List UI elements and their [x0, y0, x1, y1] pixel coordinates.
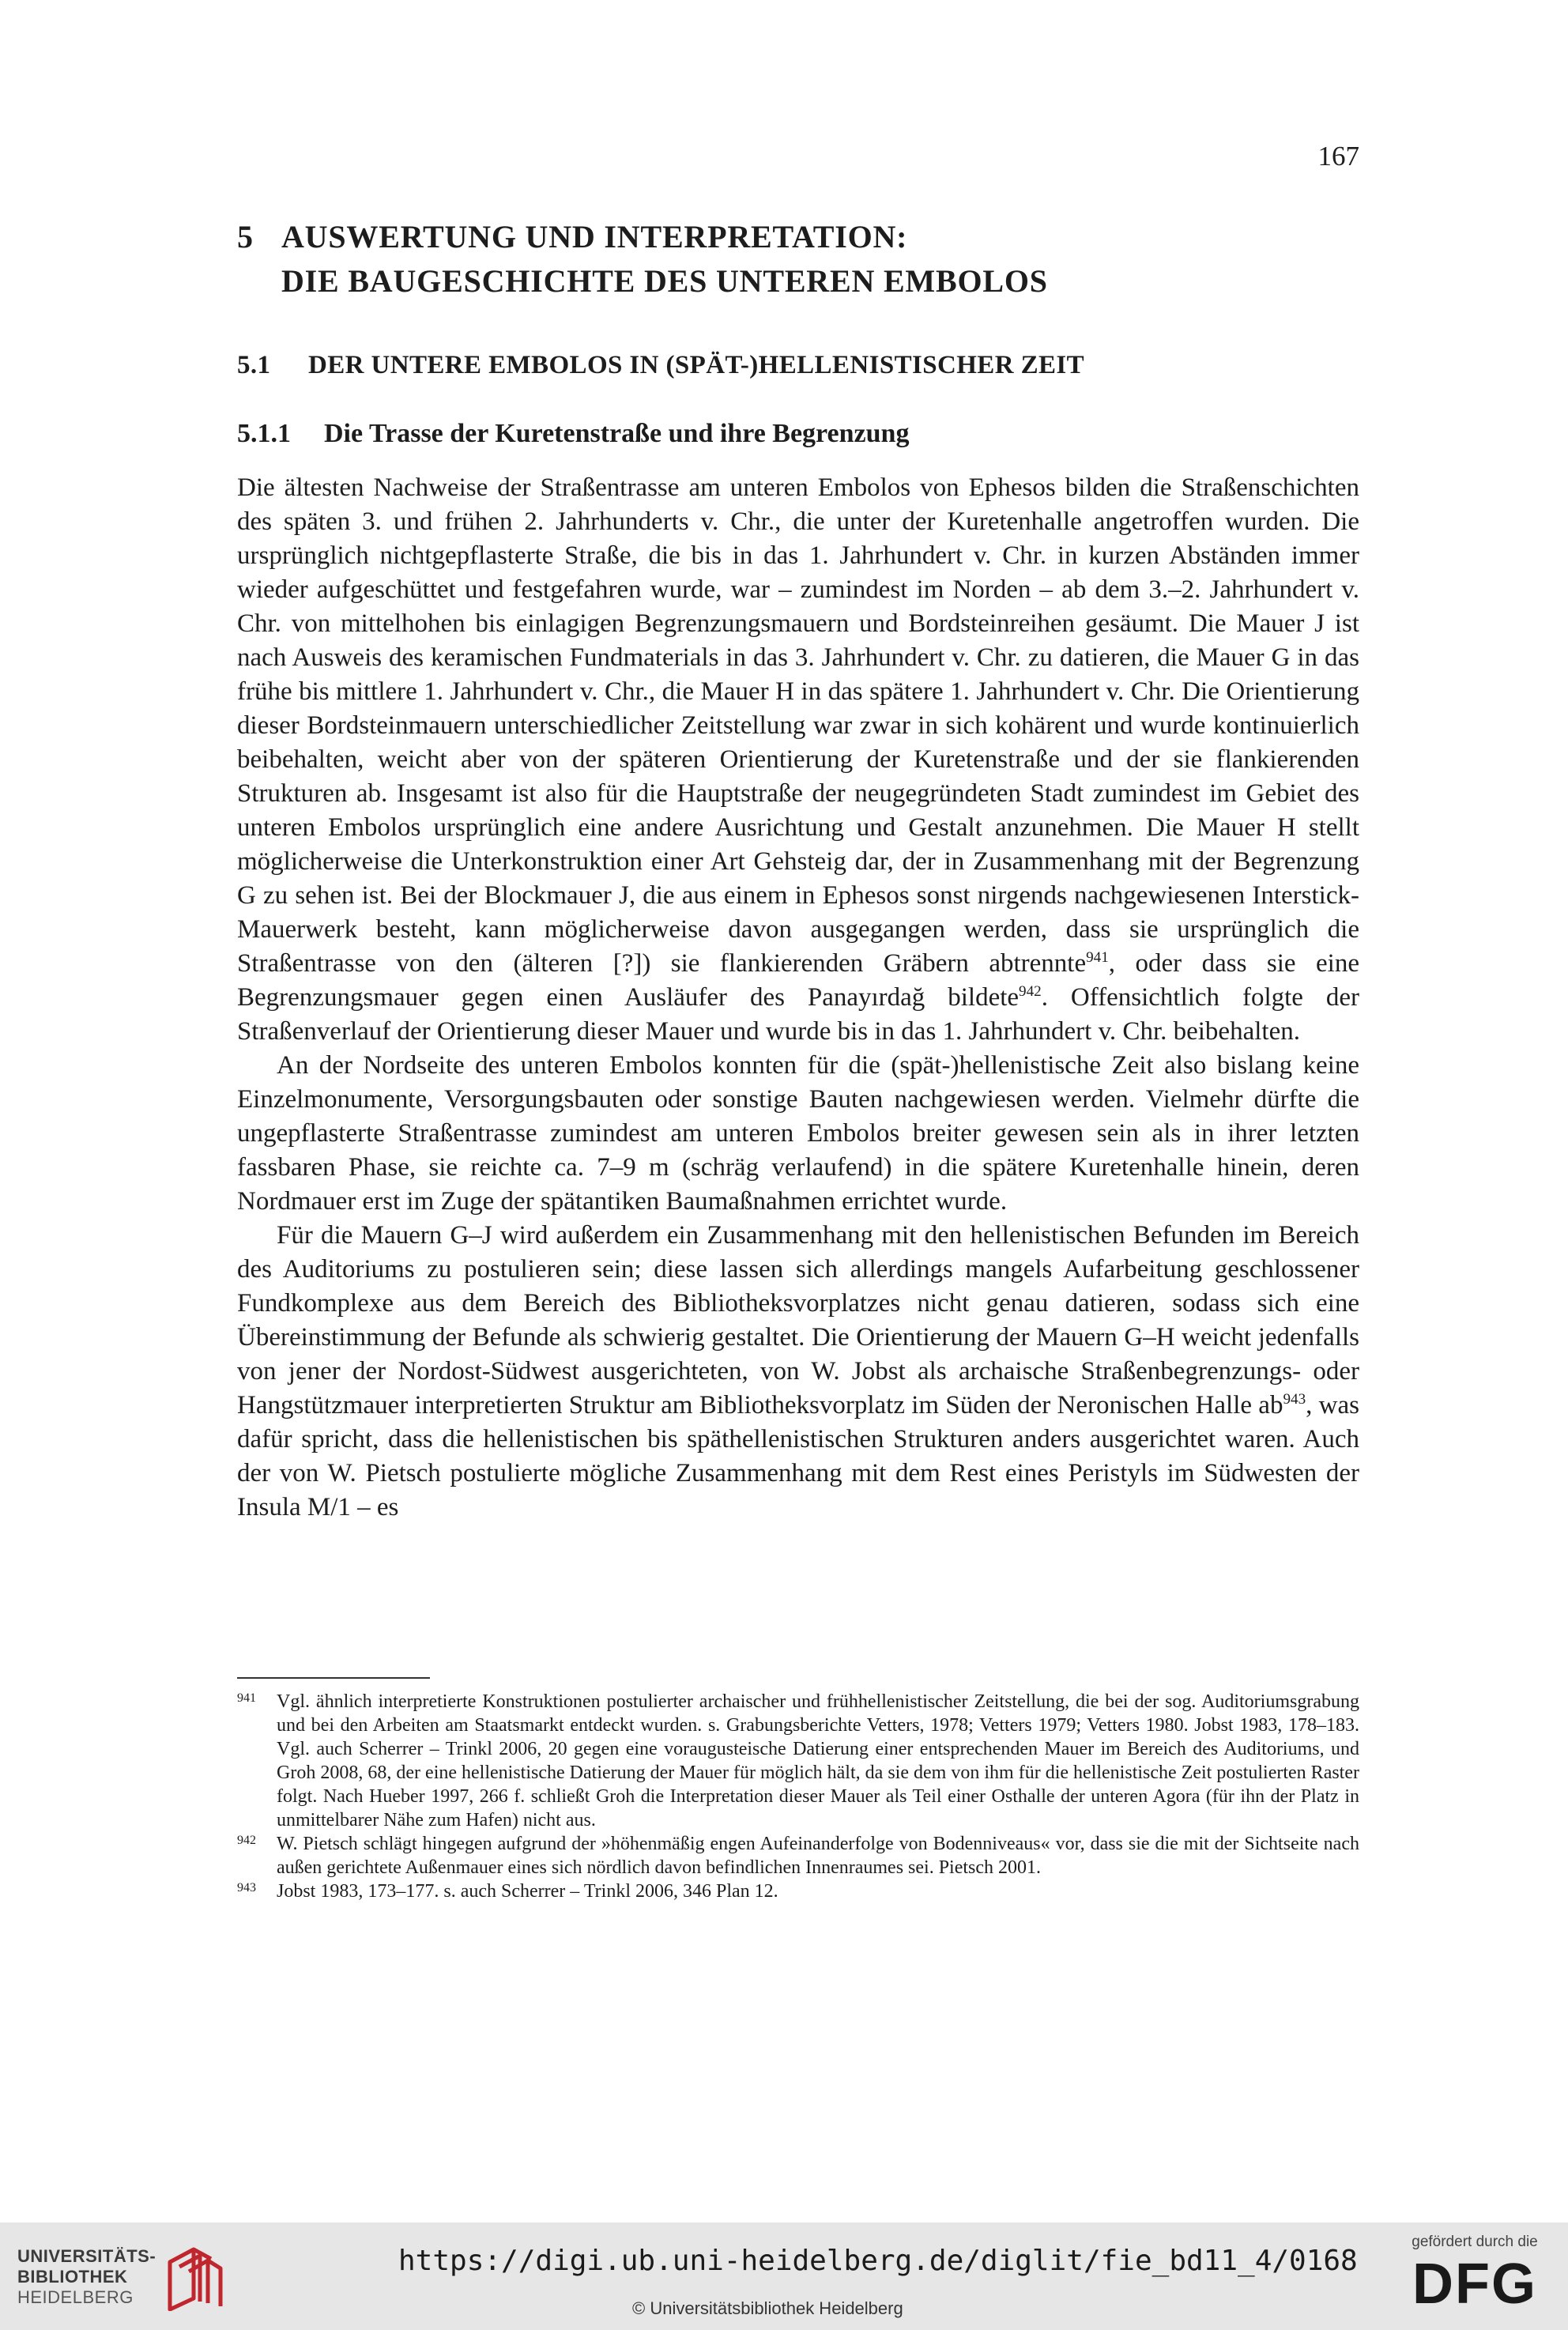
chapter-title-line2: DIE BAUGESCHICHTE DES UNTEREN EMBOLOS: [281, 263, 1048, 299]
page-number: 167: [1317, 141, 1359, 172]
subsection-number: 5.1.1: [237, 419, 291, 448]
book-stack-icon: [162, 2243, 227, 2311]
section-heading: [237, 351, 1359, 380]
footnote-number: 943: [237, 1881, 256, 1895]
section-title: DER UNTERE EMBOLOS IN (SPÄT-)HELLENISTISCHER ZEIT: [308, 351, 1085, 379]
ub-heidelberg-logo[interactable]: [17, 2243, 227, 2311]
subsection-title: Die Trasse der Kuretenstraße und ihre Begrenzung: [324, 419, 910, 448]
paragraph-2: An der Nordseite des unteren Embolos konnten für die (spät-)hellenistische Zeit also bislang keine Einzelmonumente, Versorgungsbauten oder sonstige Bauten nachgewiesen werden. Vielmehr dürfte die ungepflasterte Straßentrasse zumindest am unteren Embolos breiter gewesen sein als in ihrer letzten fassbaren Phase, sie reichte ca. 7–9 m (schräg verlaufend) in die spätere Kuretenhalle hinein, deren Nordmauer erst im Zuge der spätantiken Baumaßnahmen errichtet wurde.: [237, 1051, 1359, 1216]
paragraph-3: Für die Mauern G–J wird außerdem ein Zusammenhang mit den hellenistischen Befunden im Bereich des Auditoriums zu postulieren sein; diese lassen sich allerdings mangels Aufarbeitung geschlossener Fundkomplexe aus dem Bereich des Bibliotheksvorplatzes nicht genau datieren, sodass sich eine Übereinstimmung der Befunde als schwierig gestaltet. Die Orientierung der Mauern G–H weicht jedenfalls von jener der Nordost-Südwest ausgerichteten, von W. Jobst als archaische Straßenbegrenzungs- oder Hangstützmauer interpretierten Struktur am Bibliotheksvorplatz im Süden der Neronischen Halle $ab^{943}$, was dafür spricht, dass die hellenistischen bis späthellenistischen Strukturen anders ausgerichtet waren. Auch der von W. Pietsch postulierte mögliche Zusammenhang mit dem Rest eines Peristyls im Südwesten der Insula M/1 – es: [237, 1221, 1359, 1521]
subsection-heading: [237, 419, 1359, 449]
footnote-text: Vgl. ähnlich interpretierte Konstruktionen postulierter archaischer und frühhellenistischer Zeitstellung, die bei der sog. Auditoriumsgrabung und bei den Arbeiten am Staatsmarkt entdeckt wurden. s. Grabungsberichte Vetters, 1978; Vetters 1979; Vetters 1980. Jobst 1983, 178–183. Vgl. auch Scherrer – Trinkl 2006, 20 gegen eine voraugusteische Datierung einer entsprechenden Mauer im Bereich des Auditoriums, und Groh 2008, 68, der eine hellenistische Datierung der Mauer für möglich hält, da sie dem von ihm für die hellenistische Zeit postulierten Raster folgt. Nach Hueber 1997, 266 f. schließt Groh die Interpretation dieser Mauer als Teil einer Osthalle der unteren Agora (für ihn der Platz in unmittelbarer Nähe zum Hafen) nicht aus.: [277, 1691, 1359, 1830]
section-number: 5.1: [237, 351, 271, 379]
footnote-number: 942: [237, 1834, 256, 1847]
footnote-separator: [237, 1677, 430, 1679]
footnote-text: W. Pietsch schlägt hingegen aufgrund der »höhenmäßig engen Aufeinanderfolge von Bodenniveaus« vor, dass sie die mit der Sichtseite nach außen gerichtete Außenmauer eines sich nördlich davon befindlichen Innenraumes sei. Pietsch 2001.: [277, 1834, 1359, 1878]
footnote-text: Jobst 1983, 173–177. s. auch Scherrer – Trinkl 2006, 346 Plan 12.: [277, 1881, 778, 1902]
footnote-942: [237, 1832, 1359, 1879]
footnote-ref-942[interactable]: 942: [1019, 983, 1042, 1000]
chapter-number: 5: [237, 219, 254, 254]
body-text: [237, 471, 1359, 1525]
copyright-notice: © Universitätsbibliothek Heidelberg: [632, 2298, 903, 2318]
footnote-ref-941[interactable]: 941: [1086, 949, 1109, 966]
footnote-ref-943[interactable]: 943: [1283, 1391, 1306, 1408]
dfg-logo: DFG: [1412, 2253, 1537, 2316]
sponsor-caption: gefördert durch die: [1412, 2234, 1538, 2250]
paragraph-1: Die ältesten Nachweise der Straßentrasse am unteren Embolos von Ephesos bilden die Straßenschichten des späten 3. und frühen 2. Jahrhunderts v. Chr., die unter der Kuretenhalle angetroffen wurden. Die ursprünglich nichtgepflasterte Straße, die bis in das 1. Jahrhundert v. Chr. in kurzen Abständen immer wieder aufgeschüttet und festgefahren wurde, war – zumindest im Norden – ab dem 3.–2. Jahrhundert v. Chr. von mittelhohen bis einlagigen Begrenzungsmauern und Bordsteinreihen gesäumt. Die Mauer J ist nach Ausweis des keramischen Fundmaterials in das 3. Jahrhundert v. Chr. zu datieren, die Mauer G in das frühe bis mittlere 1. Jahrhundert v. Chr., die Mauer H in das spätere 1. Jahrhundert v. Chr. Die Orientierung dieser Bordsteinmauern unterschiedlicher Zeitstellung war zwar in sich kohärent und wurde kontinuierlich beibehalten, weicht aber von der späteren Orientierung der Kuretenstraße und der sie flankierenden Strukturen ab. Insgesamt ist also für die Hauptstraße der neugegründeten Stadt zumindest im Gebiet des unteren Embolos ursprünglich eine andere Ausrichtung und Gestalt anzunehmen. Die Mauer H stellt möglicherweise die Unterkonstruktion einer Art Gehsteig dar, der in Zusammenhang mit der Begrenzung G zu sehen ist. Bei der Blockmauer J, die aus einem in Ephesos sonst nirgends nachgewiesenen Interstick-Mauerwerk besteht, kann möglicherweise davon ausgegangen werden, dass sie ursprünglich die Straßentrasse von den (älteren [?]) sie flankierenden Gräbern abtrennte$^{941}$, oder dass sie eine Begrenzungsmauer gegen einen Ausläufer des Panayırdağ bildete$^{942}$. Offensichtlich folgte der Straßenverlauf der Orientierung dieser Mauer und wurde bis in das 1. Jahrhundert v. Chr. beibehalten.: [237, 473, 1359, 1046]
footer-bar: [0, 2223, 1568, 2330]
document-url-link[interactable]: https://digi.ub.uni-heidelberg.de/diglit/fie_bd11_4/0168: [398, 2245, 1358, 2277]
footnote-943: [237, 1879, 1359, 1903]
footnotes: [237, 1690, 1359, 1903]
ub-logo-text: UNIVERSITÄTS- BIBLIOTHEK HEIDELBERG: [17, 2246, 156, 2307]
dfg-sponsor[interactable]: [1396, 2234, 1554, 2314]
footnote-941: [237, 1690, 1359, 1832]
footnote-number: 941: [237, 1691, 256, 1705]
chapter-title-line1: AUSWERTUNG UND INTERPRETATION:: [281, 219, 908, 254]
chapter-heading: [237, 215, 1359, 304]
